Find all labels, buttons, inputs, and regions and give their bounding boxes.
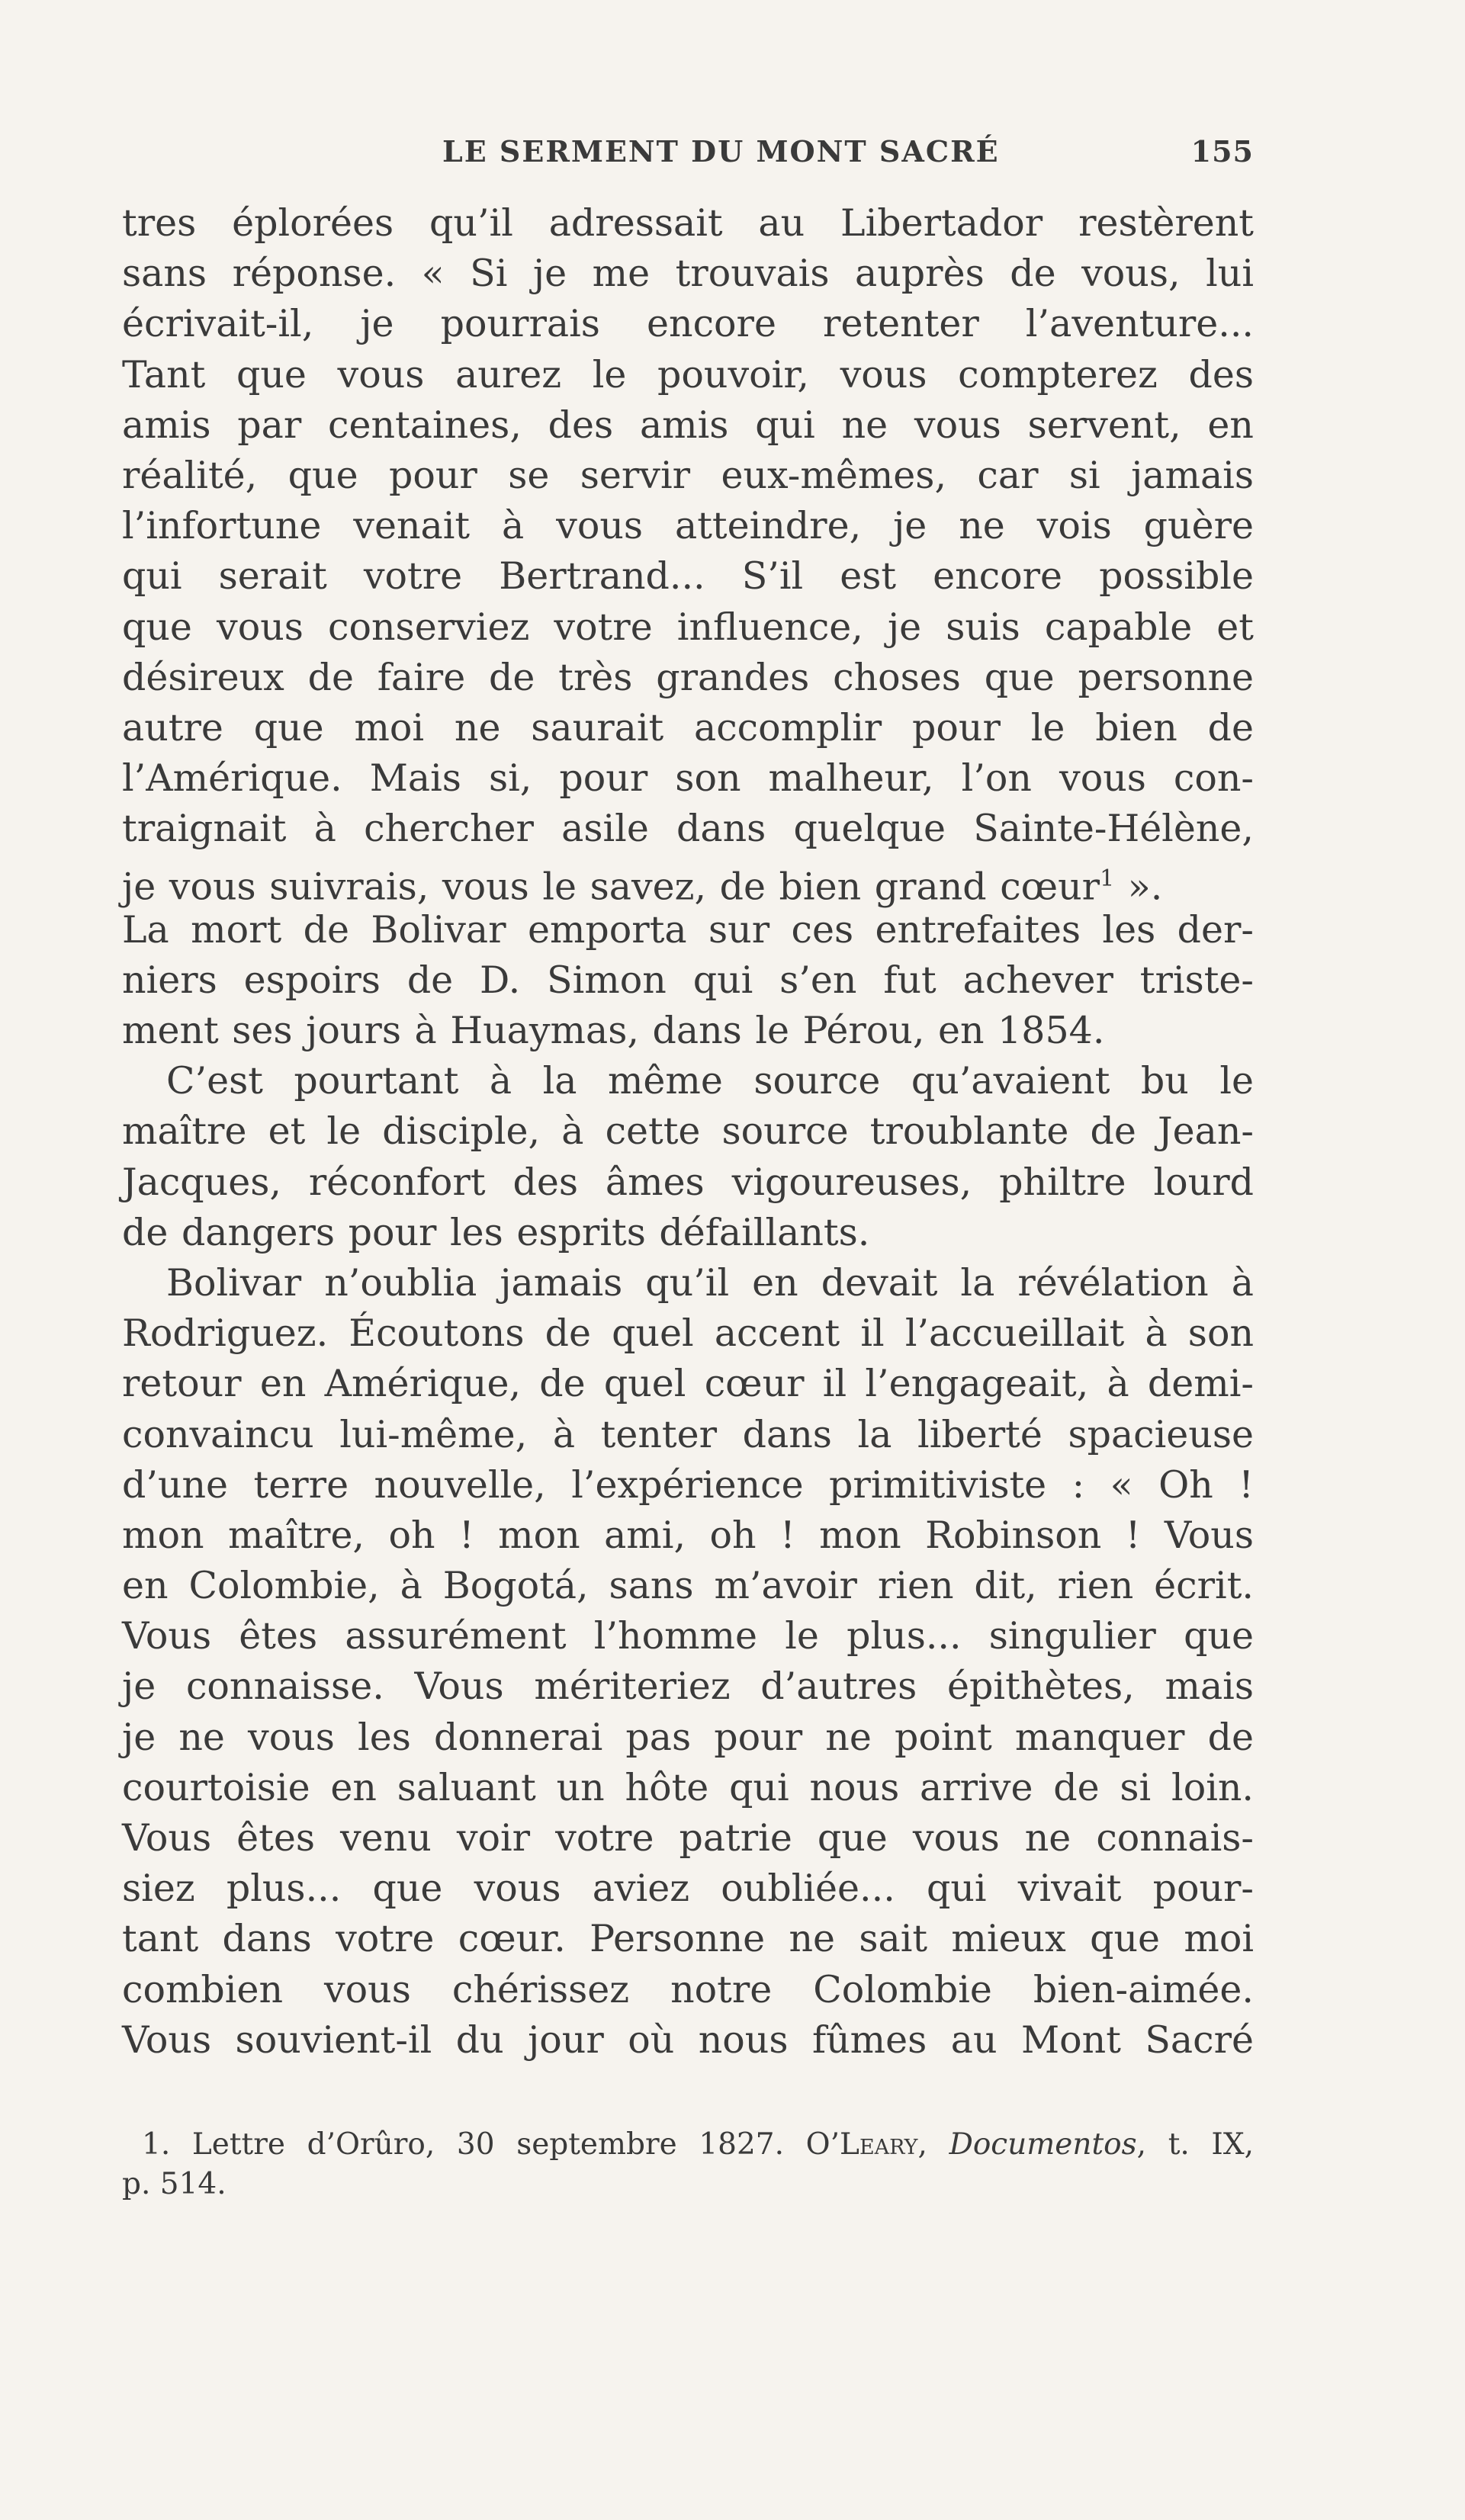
- text-line: Tant que vous aurez le pouvoir, vous compterez des: [122, 352, 1254, 396]
- text-line: je ne vous les donnerai pas pour ne point manquer de: [122, 1715, 1254, 1759]
- text-line: courtoisie en saluant un hôte qui nous arrive de si loin.: [122, 1765, 1254, 1809]
- text-line: La mort de Bolivar emporta sur ces entrefaites les der-: [122, 907, 1254, 952]
- text-line: retour en Amérique, de quel cœur il l’engageait, à demi-: [122, 1362, 1254, 1406]
- text-line: sans réponse. « Si je me trouvais auprès de vous, lui: [122, 252, 1254, 296]
- text-line: tant dans votre cœur. Personne ne sait mieux que moi: [122, 1917, 1254, 1961]
- text-line: tres éplorées qu’il adressait au Libertador restèrent: [122, 201, 1254, 245]
- footnote-reference: 1: [1100, 865, 1115, 893]
- text-line: C’est pourtant à la même source qu’avaient bu le: [166, 1059, 1254, 1103]
- text-line: qui serait votre Bertrand... S’il est encore possible: [122, 554, 1254, 599]
- text-line: Bolivar n’oublia jamais qu’il en devait la révélation à: [166, 1260, 1254, 1305]
- footnote-number: 1.: [142, 2127, 171, 2162]
- text-line: je connaisse. Vous mériteriez d’autres épithètes, mais: [122, 1664, 1254, 1709]
- text-line: siez plus... que vous aviez oubliée... qui vivait pour-: [122, 1867, 1254, 1911]
- body-text: [122, 198, 1254, 2066]
- text-line: amis par centaines, des amis qui ne vous servent, en: [122, 403, 1254, 447]
- text-line: l’infortune venait à vous atteindre, je ne vois guère: [122, 504, 1254, 548]
- text-line: l’Amérique. Mais si, pour son malheur, l’on vous con-: [122, 756, 1254, 801]
- text-line: réalité, que pour se servir eux-mêmes, car si jamais: [122, 453, 1254, 497]
- text-line: maître et le disciple, à cette source troublante de Jean-: [122, 1109, 1254, 1154]
- text-line: de dangers pour les esprits défaillants.: [122, 1210, 870, 1254]
- quote-close: ».: [1114, 865, 1163, 909]
- footnote-separator: ,: [917, 2127, 949, 2162]
- text-line: en Colombie, à Bogotá, sans m’avoir rien dit, rien écrit.: [122, 1564, 1254, 1608]
- text-line: Vous souvient-il du jour où nous fûmes au Mont Sacré: [122, 2018, 1254, 2062]
- text-line: combien vous chérissez notre Colombie bien-aimée.: [122, 1967, 1254, 2011]
- text-line: convaincu lui-même, à tenter dans la liberté spacieuse: [122, 1412, 1254, 1456]
- text-line: d’une terre nouvelle, l’expérience primitiviste : « Oh !: [122, 1462, 1254, 1507]
- page-number: 155: [1190, 134, 1254, 169]
- footnote-volume: , t. IX,: [1136, 2127, 1255, 2162]
- footnote-text: Lettre d’Orûro, 30 septembre 1827.: [170, 2127, 806, 2162]
- text-line: écrivait-il, je pourrais encore retenter l’aventure...: [122, 302, 1254, 346]
- footnote-line: [122, 2125, 1254, 2165]
- text-line: traignait à chercher asile dans quelque Sainte-Hélène,: [122, 807, 1254, 851]
- text-line: niers espoirs de D. Simon qui s’en fut achever triste-: [122, 958, 1254, 1002]
- footnote: [122, 2125, 1254, 2204]
- footnote-line: p. 514.: [122, 2167, 226, 2201]
- text-line-with-footnote: [122, 854, 1254, 909]
- text-line: désireux de faire de très grandes choses que personne: [122, 655, 1254, 699]
- text-line: Vous êtes assurément l’homme le plus... singulier que: [122, 1614, 1254, 1658]
- running-head: LE SERMENT DU MONT SACRÉ: [442, 134, 1000, 169]
- text-line: Rodriguez. Écoutons de quel accent il l’accueillait à son: [122, 1311, 1254, 1356]
- text-line: mon maître, oh ! mon ami, oh ! mon Robinson ! Vous: [122, 1513, 1254, 1557]
- text-line: Jacques, réconfort des âmes vigoureuses, philtre lourd: [122, 1160, 1254, 1204]
- text-line: autre que moi ne saurait accomplir pour le bien de: [122, 705, 1254, 750]
- text-line: Vous êtes venu voir votre patrie que vous ne connais-: [122, 1816, 1254, 1860]
- footnote-author: O’Leary: [805, 2127, 918, 2162]
- text-line: ment ses jours à Huaymas, dans le Pérou, en 1854.: [122, 1009, 1105, 1052]
- footnote-work: Documentos: [949, 2127, 1137, 2162]
- text-line: je vous suivrais, vous le savez, de bien grand cœur: [122, 865, 1100, 909]
- text-line: que vous conserviez votre influence, je suis capable et: [122, 605, 1254, 649]
